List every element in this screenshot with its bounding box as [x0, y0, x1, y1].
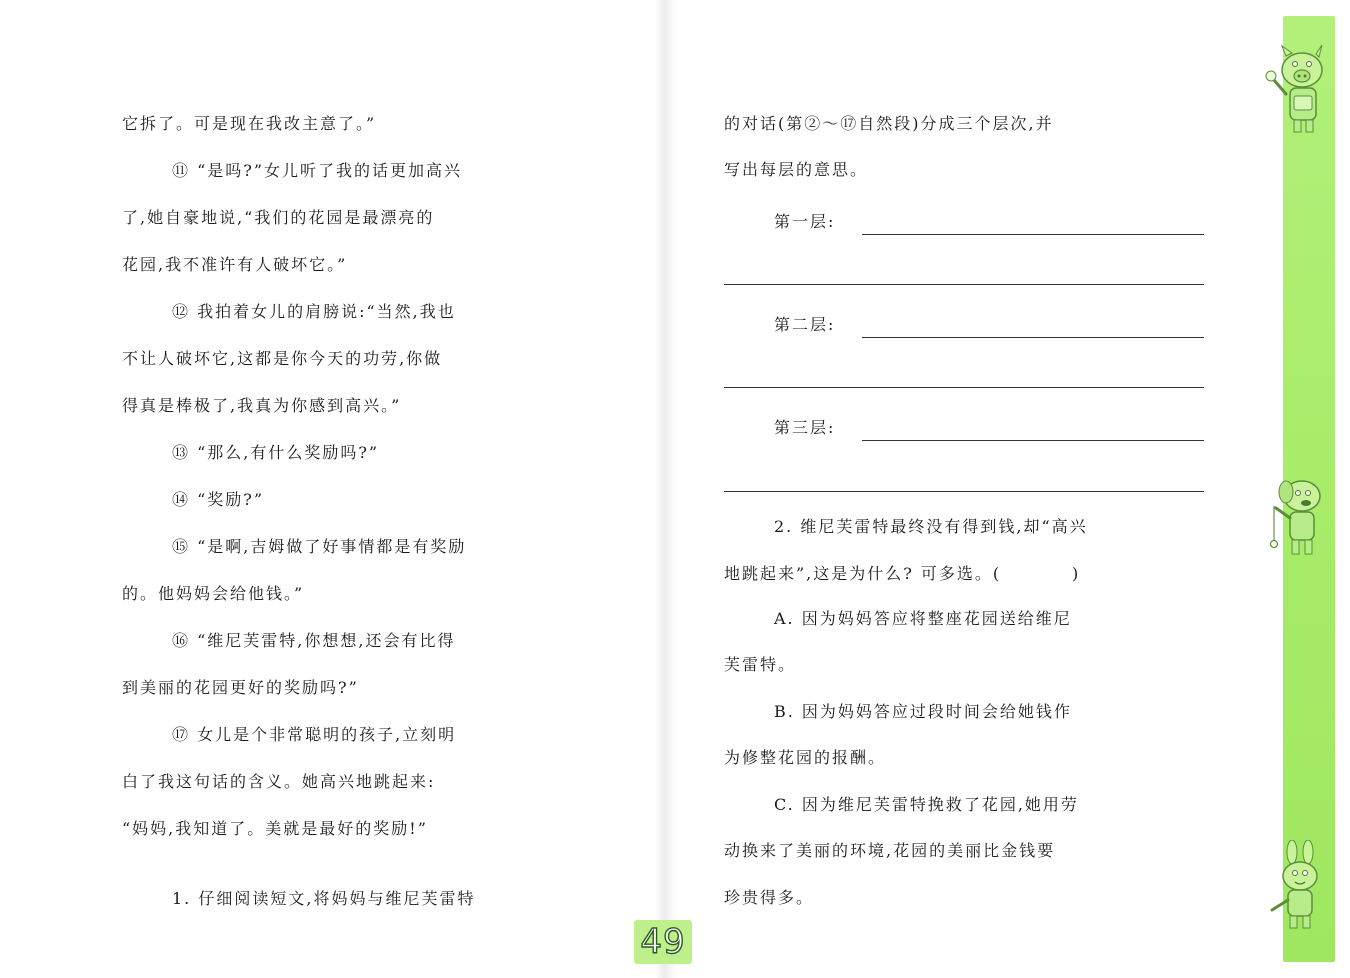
- text-line: 了,她自豪地说,“我们的花园是最漂亮的: [122, 208, 435, 227]
- layer-2-answer-line-2[interactable]: [724, 387, 1204, 388]
- text-line: “妈妈,我知道了。美就是最好的奖励!”: [122, 819, 428, 838]
- question-2-text: 地跳起来”,这是为什么? 可多选。( ): [724, 564, 1081, 583]
- text-line: 的。他妈妈会给他钱。”: [122, 584, 305, 603]
- option-c-cont: 动换来了美丽的环境,花园的美丽比金钱要: [724, 841, 1056, 860]
- text-line: 不让人破坏它,这都是你今天的功劳,你做: [122, 349, 443, 368]
- layer-2-label: 第二层:: [774, 315, 836, 334]
- question-2-text: 2. 维尼芙雷特最终没有得到钱,却“高兴: [774, 517, 1088, 536]
- option-c: C. 因为维尼芙雷特挽救了花园,她用劳: [774, 795, 1079, 814]
- text-line: ⑫ 我拍着女儿的肩膀说:“当然,我也: [172, 302, 456, 321]
- text-line: 的对话(第②～⑰自然段)分成三个层次,并: [724, 114, 1054, 133]
- pig-mascot-icon: [1256, 40, 1336, 140]
- text-line: 它拆了。可是现在我改主意了。”: [122, 114, 377, 133]
- option-a: A. 因为妈妈答应将整座花园送给维尼: [774, 609, 1072, 628]
- layer-2-answer-line[interactable]: [862, 337, 1204, 338]
- text-line: ⑮ “是啊,吉姆做了好事情都是有奖励: [172, 537, 467, 556]
- text-line: ⑬ “那么,有什么奖励吗?”: [172, 443, 380, 462]
- option-c-cont: 珍贵得多。: [724, 888, 815, 907]
- dog-mascot-icon: [1262, 470, 1334, 566]
- layer-1-label: 第一层:: [774, 212, 836, 231]
- layer-1-answer-line[interactable]: [862, 234, 1204, 235]
- page-gutter: [655, 0, 677, 978]
- text-line: 写出每层的意思。: [724, 160, 869, 179]
- layer-3-answer-line-2[interactable]: [724, 491, 1204, 492]
- text-line: 白了我这句话的含义。她高兴地跳起来:: [122, 772, 436, 791]
- text-line: 到美丽的花园更好的奖励吗?”: [122, 678, 359, 697]
- text-line: 得真是棒极了,我真为你感到高兴。”: [122, 396, 402, 415]
- text-line: ⑪ “是吗?”女儿听了我的话更加高兴: [172, 161, 463, 180]
- layer-1-answer-line-2[interactable]: [724, 284, 1204, 285]
- rabbit-mascot-icon: [1262, 840, 1334, 936]
- page-number: 49: [634, 920, 692, 964]
- text-line: ⑰ 女儿是个非常聪明的孩子,立刻明: [172, 725, 457, 744]
- text-line: 花园,我不准许有人破坏它。”: [122, 255, 348, 274]
- question-1-text: 1. 仔细阅读短文,将妈妈与维尼芙雷特: [172, 889, 476, 908]
- option-b: B. 因为妈妈答应过段时间会给她钱作: [774, 702, 1072, 721]
- layer-3-answer-line[interactable]: [862, 440, 1204, 441]
- text-line: ⑯ “维尼芙雷特,你想想,还会有比得: [172, 631, 456, 650]
- option-b-cont: 为修整花园的报酬。: [724, 748, 887, 767]
- layer-3-label: 第三层:: [774, 418, 836, 437]
- text-line: ⑭ “奖励?”: [172, 490, 265, 509]
- option-a-cont: 芙雷特。: [724, 655, 797, 674]
